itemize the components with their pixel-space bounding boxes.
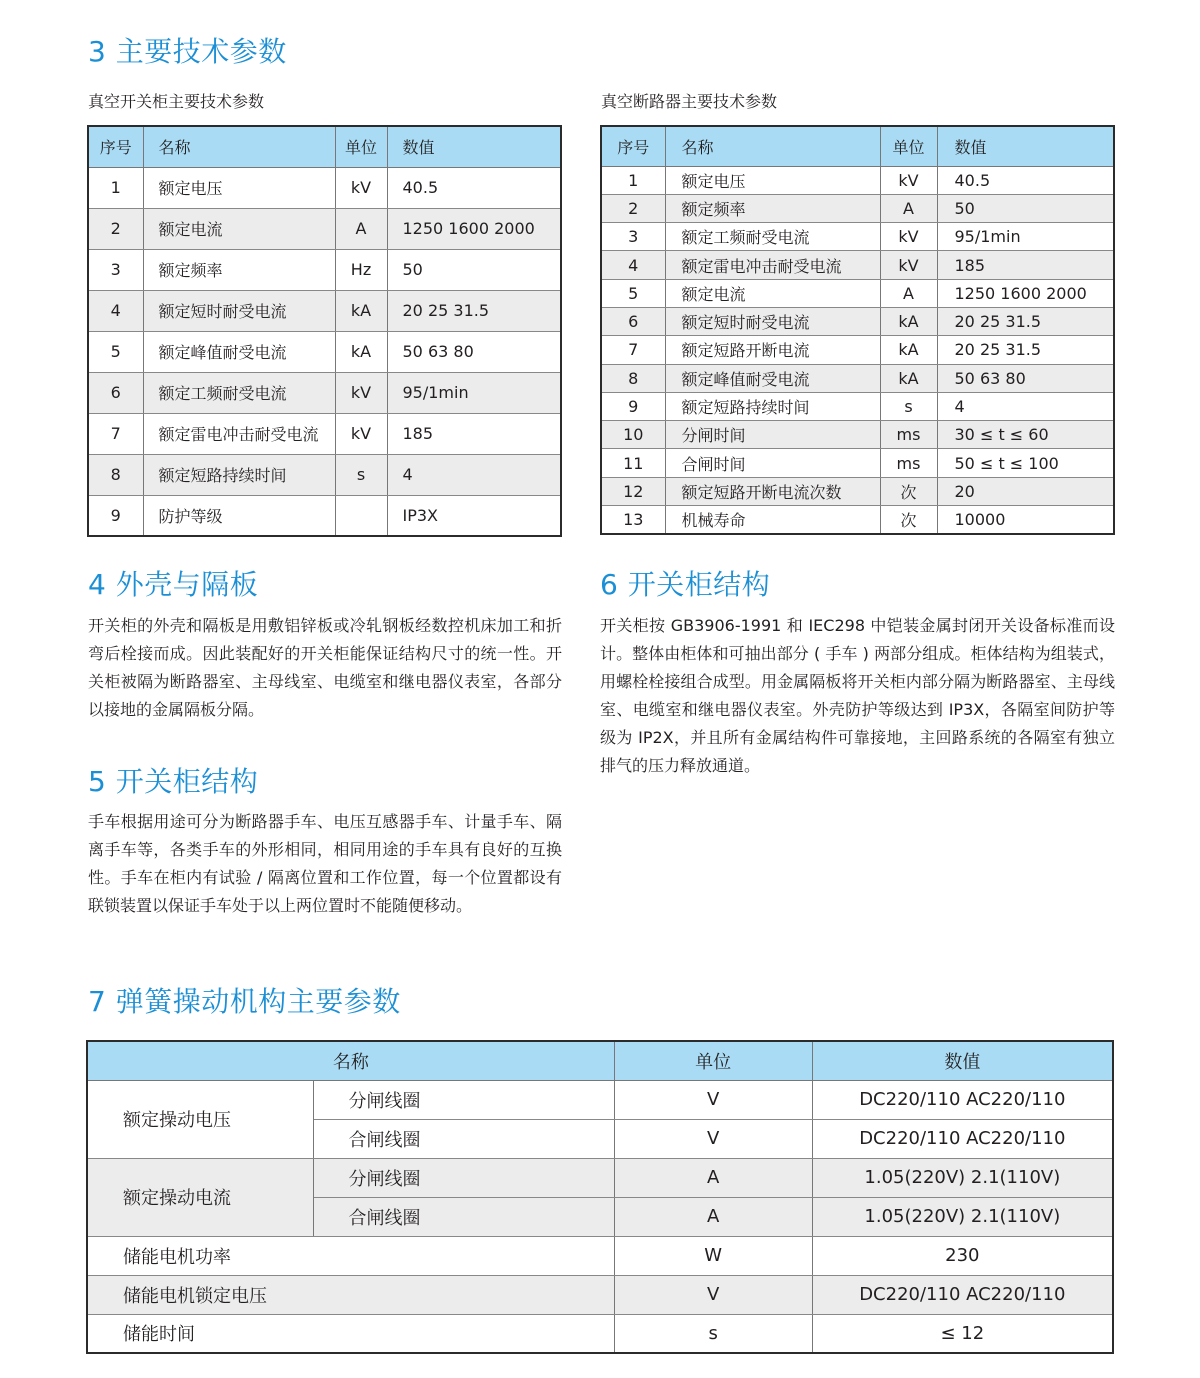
cell-unit: ms <box>880 449 937 477</box>
cell-subname: 合闸线圈 <box>313 1197 614 1236</box>
cell-name: 额定短路持续时间 <box>143 454 335 495</box>
table-row <box>88 372 561 413</box>
table1-caption: 真空开关柜主要技术参数 <box>88 92 265 111</box>
cell-unit: kV <box>335 372 387 413</box>
cell-seq: 3 <box>601 223 665 251</box>
cell-value: 40.5 <box>387 167 561 208</box>
cell-seq: 6 <box>88 372 143 413</box>
cell-seq: 5 <box>601 279 665 307</box>
cell-unit: V <box>614 1275 812 1314</box>
col-header-unit: 单位 <box>880 126 937 166</box>
cell-name: 额定电流 <box>143 208 335 249</box>
col-header-value: 数值 <box>937 126 1114 166</box>
cell-value: DC220/110 AC220/110 <box>812 1275 1113 1314</box>
cell-seq: 8 <box>88 454 143 495</box>
cell-unit: kV <box>880 251 937 279</box>
cell-value: 230 <box>812 1236 1113 1275</box>
cell-value: 95/1min <box>937 223 1114 251</box>
cell-seq: 1 <box>601 166 665 194</box>
spring-mechanism-params-table <box>86 1040 1114 1354</box>
table-row <box>601 392 1114 420</box>
cell-name: 额定频率 <box>665 194 880 222</box>
table-row <box>601 449 1114 477</box>
cell-seq: 13 <box>601 506 665 534</box>
section5-body: 手车根据用途可分为断路器手车、电压互感器手车、计量手车、隔离手车等，各类手车的外形相同，相同用途的手车具有良好的互换性。手车在柜内有试验 / 隔离位置和工作位置，每一个位置都设有联锁装置以保证手车处于以上两位置时不能随便移动。 <box>88 812 562 915</box>
section7-title: 7 弹簧操动机构主要参数 <box>88 985 401 1018</box>
table-row <box>88 208 561 249</box>
cell-value: 50 <box>937 194 1114 222</box>
cell-value: DC220/110 AC220/110 <box>812 1080 1113 1119</box>
cell-unit: W <box>614 1236 812 1275</box>
cell-unit: s <box>880 392 937 420</box>
cell-unit: kV <box>880 223 937 251</box>
cell-name: 防护等级 <box>143 495 335 536</box>
cell-unit: s <box>614 1314 812 1353</box>
cell-seq: 4 <box>601 251 665 279</box>
cell-name: 额定短路开断电流次数 <box>665 477 880 505</box>
cell-value: 50 <box>387 249 561 290</box>
cell-value: 1250 1600 2000 <box>937 279 1114 307</box>
cell-name: 额定雷电冲击耐受电流 <box>665 251 880 279</box>
table-row <box>601 194 1114 222</box>
table-row <box>88 290 561 331</box>
cell-seq: 8 <box>601 364 665 392</box>
cell-unit: 次 <box>880 477 937 505</box>
section4-title: 4 外壳与隔板 <box>88 568 259 601</box>
cell-seq: 11 <box>601 449 665 477</box>
cell-value: 50 ≤ t ≤ 100 <box>937 449 1114 477</box>
cell-unit: A <box>614 1158 812 1197</box>
cell-name: 额定电流 <box>665 279 880 307</box>
table-row <box>601 307 1114 335</box>
cell-value: 4 <box>937 392 1114 420</box>
cell-name: 额定短时耐受电流 <box>143 290 335 331</box>
cell-name: 额定电压 <box>143 167 335 208</box>
cell-value: ≤ 12 <box>812 1314 1113 1353</box>
table-row <box>601 336 1114 364</box>
section3-title: 3 主要技术参数 <box>88 35 287 68</box>
cell-seq: 1 <box>88 167 143 208</box>
cell-name: 额定短路持续时间 <box>665 392 880 420</box>
cell-value: 185 <box>937 251 1114 279</box>
cell-name: 合闸时间 <box>665 449 880 477</box>
cell-value: 50 63 80 <box>387 331 561 372</box>
table-row <box>601 477 1114 505</box>
breaker-params-table <box>600 125 1115 535</box>
switchgear-params-table <box>87 125 562 537</box>
section4-body: 开关柜的外壳和隔板是用敷铝锌板或冷轧钢板经数控机床加工和折弯后栓接而成。因此装配好的开关柜能保证结构尺寸的统一性。开关柜被隔为断路器室、主母线室、电缆室和继电器仪表室，各部分以接地的金属隔板分隔。 <box>88 616 562 719</box>
cell-seq: 9 <box>601 392 665 420</box>
cell-unit: V <box>614 1119 812 1158</box>
cell-unit: A <box>880 279 937 307</box>
cell-name: 储能电机锁定电压 <box>87 1275 614 1314</box>
cell-unit: kA <box>880 307 937 335</box>
cell-unit: kA <box>335 331 387 372</box>
cell-value: 185 <box>387 413 561 454</box>
cell-unit: 次 <box>880 506 937 534</box>
table-row <box>601 223 1114 251</box>
cell-seq: 4 <box>88 290 143 331</box>
section6-body: 开关柜按 GB3906-1991 和 IEC298 中铠装金属封闭开关设备标准而设计。整体由柜体和可抽出部分 ( 手车 ) 两部分组成。柜体结构为组装式，用螺栓栓接组合成型。用金属隔板将开关柜内部分隔为断路器室、主母线室、电缆室和继电器仪表室。外壳防护等级达到 IP3X，各隔室间防护等级为 IP2X，并且所有金属结构件可靠接地，主回路系统的各隔室有独立排气的压力释放通道。 <box>600 616 1115 775</box>
col-header-seq: 序号 <box>88 126 143 167</box>
table-row <box>87 1314 1113 1353</box>
cell-value: 40.5 <box>937 166 1114 194</box>
col-header-value: 数值 <box>812 1041 1113 1080</box>
cell-value: 30 ≤ t ≤ 60 <box>937 421 1114 449</box>
cell-unit: ms <box>880 421 937 449</box>
cell-unit: kV <box>880 166 937 194</box>
cell-unit: A <box>614 1197 812 1236</box>
table-row <box>88 495 561 536</box>
table-row <box>88 454 561 495</box>
cell-value: 20 25 31.5 <box>937 336 1114 364</box>
col-header-value: 数值 <box>387 126 561 167</box>
cell-value: 1.05(220V) 2.1(110V) <box>812 1158 1113 1197</box>
cell-seq: 9 <box>88 495 143 536</box>
cell-unit: A <box>880 194 937 222</box>
cell-unit: kA <box>335 290 387 331</box>
col-header-unit: 单位 <box>335 126 387 167</box>
cell-name: 额定峰值耐受电流 <box>143 331 335 372</box>
cell-name: 额定短路开断电流 <box>665 336 880 364</box>
table-row <box>601 166 1114 194</box>
cell-seq: 5 <box>88 331 143 372</box>
cell-name: 额定短时耐受电流 <box>665 307 880 335</box>
cell-unit: kA <box>880 336 937 364</box>
cell-seq: 2 <box>88 208 143 249</box>
cell-name: 额定峰值耐受电流 <box>665 364 880 392</box>
cell-seq: 7 <box>88 413 143 454</box>
col-header-name: 名称 <box>665 126 880 166</box>
table-row <box>87 1080 1113 1119</box>
cell-value: 95/1min <box>387 372 561 413</box>
table-row <box>87 1236 1113 1275</box>
cell-seq: 12 <box>601 477 665 505</box>
cell-unit: Hz <box>335 249 387 290</box>
cell-value: 1250 1600 2000 <box>387 208 561 249</box>
cell-seq: 10 <box>601 421 665 449</box>
cell-unit: kV <box>335 167 387 208</box>
table-row <box>601 421 1114 449</box>
cell-value: 20 <box>937 477 1114 505</box>
table-row <box>88 167 561 208</box>
table-row <box>601 279 1114 307</box>
cell-group-name: 额定操动电流 <box>87 1158 313 1236</box>
table-row <box>88 331 561 372</box>
cell-name: 储能电机功率 <box>87 1236 614 1275</box>
section5-title: 5 开关柜结构 <box>88 765 259 798</box>
col-header-seq: 序号 <box>601 126 665 166</box>
cell-unit <box>335 495 387 536</box>
cell-group-name: 额定操动电压 <box>87 1080 313 1158</box>
cell-value: IP3X <box>387 495 561 536</box>
cell-unit: kA <box>880 364 937 392</box>
cell-value: DC220/110 AC220/110 <box>812 1119 1113 1158</box>
table2-caption: 真空断路器主要技术参数 <box>601 92 778 111</box>
section6-title: 6 开关柜结构 <box>600 568 771 601</box>
cell-unit: s <box>335 454 387 495</box>
cell-unit: kV <box>335 413 387 454</box>
cell-value: 1.05(220V) 2.1(110V) <box>812 1197 1113 1236</box>
col-header-name: 名称 <box>87 1041 614 1080</box>
cell-seq: 2 <box>601 194 665 222</box>
table-row <box>87 1275 1113 1314</box>
cell-name: 分闸时间 <box>665 421 880 449</box>
cell-name: 额定工频耐受电流 <box>143 372 335 413</box>
col-header-unit: 单位 <box>614 1041 812 1080</box>
cell-value: 20 25 31.5 <box>937 307 1114 335</box>
table-row <box>601 364 1114 392</box>
cell-value: 4 <box>387 454 561 495</box>
cell-unit: A <box>335 208 387 249</box>
table-row <box>601 251 1114 279</box>
cell-subname: 分闸线圈 <box>313 1158 614 1197</box>
cell-name: 额定频率 <box>143 249 335 290</box>
table-row <box>87 1158 1113 1197</box>
cell-value: 20 25 31.5 <box>387 290 561 331</box>
col-header-name: 名称 <box>143 126 335 167</box>
cell-unit: V <box>614 1080 812 1119</box>
cell-name: 额定电压 <box>665 166 880 194</box>
cell-value: 10000 <box>937 506 1114 534</box>
cell-seq: 3 <box>88 249 143 290</box>
cell-subname: 分闸线圈 <box>313 1080 614 1119</box>
cell-seq: 7 <box>601 336 665 364</box>
table-row <box>601 506 1114 534</box>
cell-name: 储能时间 <box>87 1314 614 1353</box>
table-row <box>88 413 561 454</box>
table-row <box>88 249 561 290</box>
cell-name: 额定雷电冲击耐受电流 <box>143 413 335 454</box>
cell-name: 机械寿命 <box>665 506 880 534</box>
cell-name: 额定工频耐受电流 <box>665 223 880 251</box>
cell-seq: 6 <box>601 307 665 335</box>
cell-subname: 合闸线圈 <box>313 1119 614 1158</box>
cell-value: 50 63 80 <box>937 364 1114 392</box>
